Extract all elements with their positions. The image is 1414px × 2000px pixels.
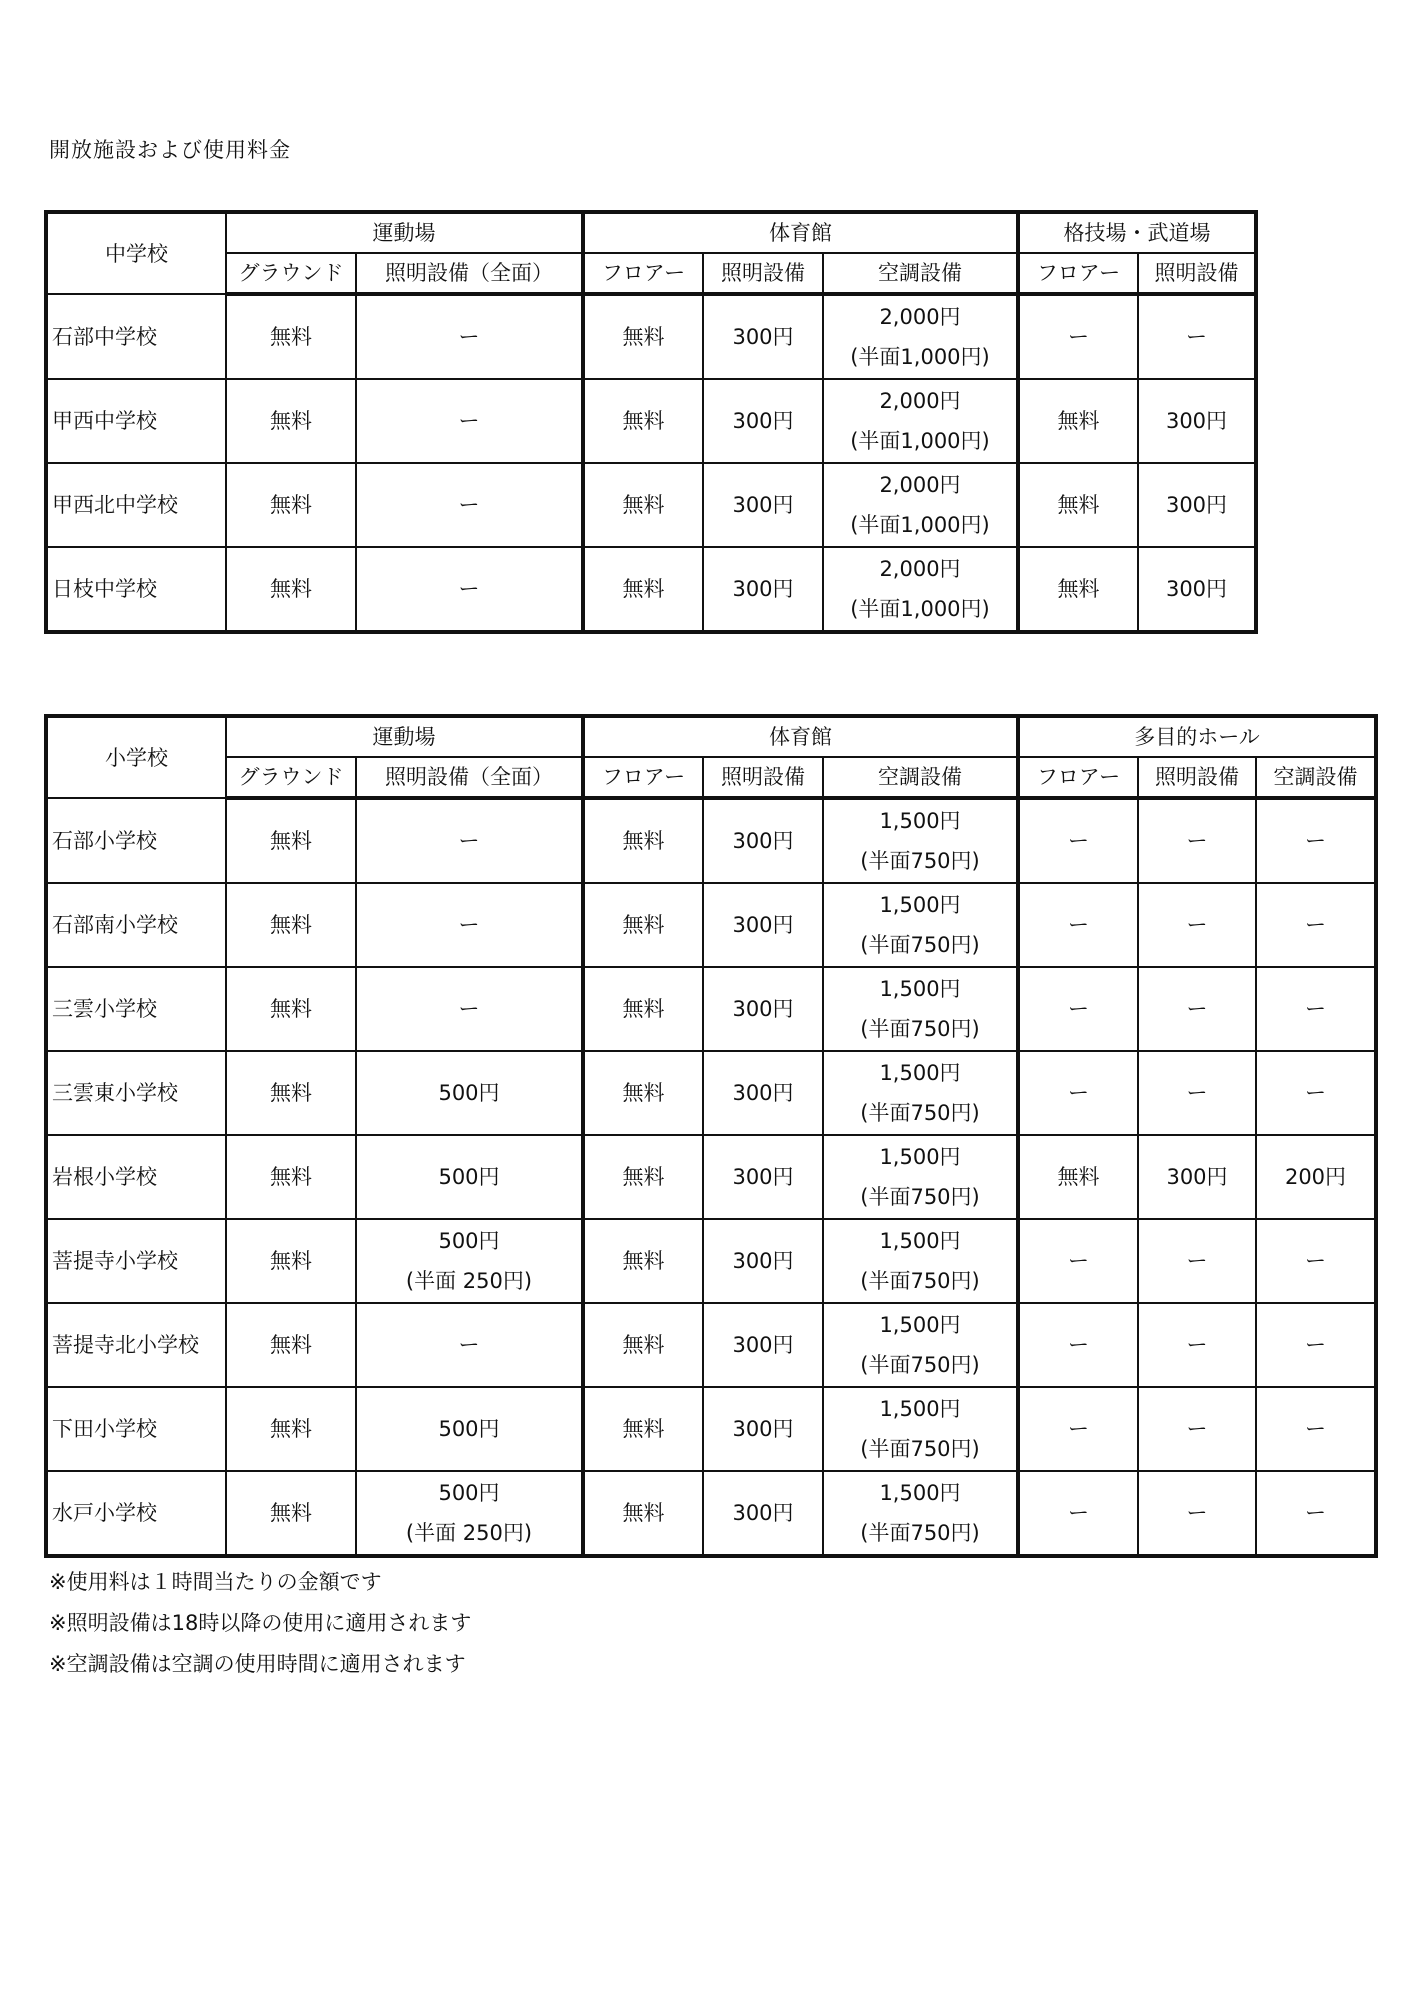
ac-fee-half: (半面1,000円) [850, 513, 990, 537]
gym-floor-fee: 無料 [583, 1387, 703, 1471]
column-header: 照明設備 [703, 253, 823, 294]
column-header: 照明設備 [1138, 253, 1256, 294]
school-name: 石部南小学校 [46, 883, 226, 967]
school-name: 岩根小学校 [46, 1135, 226, 1219]
table-corner-header: 小学校 [46, 716, 226, 798]
group-header: 格技場・武道場 [1018, 212, 1256, 253]
hall-ac-fee: 200円 [1256, 1135, 1376, 1219]
gym-light-fee: 300円 [703, 379, 823, 463]
school-name: 水戸小学校 [46, 1471, 226, 1556]
footnote: ※使用料は１時間当たりの金額です [49, 1570, 382, 1594]
column-header: 空調設備 [1256, 757, 1376, 798]
column-header: 空調設備 [823, 757, 1018, 798]
hall-light-fee: ー [1138, 798, 1256, 883]
hall-floor-fee: ー [1018, 1303, 1138, 1387]
gym-light-fee: 300円 [703, 1219, 823, 1303]
ground-fee: 無料 [226, 1135, 356, 1219]
budo-floor-fee: ー [1018, 294, 1138, 379]
ground-fee: 無料 [226, 547, 356, 632]
column-header: グラウンド [226, 253, 356, 294]
gym-floor-fee: 無料 [583, 1219, 703, 1303]
ground-fee: 無料 [226, 294, 356, 379]
column-header: 照明設備 [703, 757, 823, 798]
light-fee-full: 500円 [438, 1081, 500, 1105]
ac-fee-full: 2,000円 [879, 473, 961, 497]
hall-floor-fee: ー [1018, 883, 1138, 967]
footnote: ※照明設備は18時以降の使用に適用されます [49, 1611, 472, 1635]
school-name: 下田小学校 [46, 1387, 226, 1471]
school-name: 三雲東小学校 [46, 1051, 226, 1135]
table-row [46, 1051, 1376, 1135]
ac-fee-half: (半面1,000円) [850, 345, 990, 369]
table-row [46, 1219, 1376, 1303]
gym-floor-fee: 無料 [583, 1135, 703, 1219]
gym-floor-fee: 無料 [583, 1471, 703, 1556]
ac-fee-full: 1,500円 [879, 977, 961, 1001]
ac-fee-half: (半面750円) [860, 849, 980, 873]
budo-light-fee: 300円 [1138, 463, 1256, 547]
light-fee-full: 500円 [438, 1481, 500, 1505]
ac-fee-half: (半面1,000円) [850, 597, 990, 621]
group-header: 運動場 [226, 716, 583, 757]
table-row [46, 379, 1256, 463]
budo-floor-fee: 無料 [1018, 463, 1138, 547]
gym-ac-fee [823, 883, 1018, 967]
gym-floor-fee: 無料 [583, 463, 703, 547]
ac-fee-full: 1,500円 [879, 1481, 961, 1505]
ground-light-fee: ー [356, 547, 583, 632]
group-header: 多目的ホール [1018, 716, 1376, 757]
column-header: 照明設備（全面） [356, 757, 583, 798]
hall-ac-fee: ー [1256, 883, 1376, 967]
school-name: 菩提寺小学校 [46, 1219, 226, 1303]
gym-ac-fee [823, 547, 1018, 632]
ground-fee: 無料 [226, 1219, 356, 1303]
gym-floor-fee: 無料 [583, 379, 703, 463]
light-fee-full: ー [458, 913, 480, 937]
ground-fee: 無料 [226, 463, 356, 547]
ac-fee-half: (半面750円) [860, 1101, 980, 1125]
light-fee-full: 500円 [438, 1165, 500, 1189]
hall-floor-fee: ー [1018, 967, 1138, 1051]
ground-fee: 無料 [226, 883, 356, 967]
ground-fee: 無料 [226, 1471, 356, 1556]
hall-light-fee: ー [1138, 1303, 1256, 1387]
ac-fee-half: (半面750円) [860, 1521, 980, 1545]
hall-ac-fee: ー [1256, 1051, 1376, 1135]
table-row [46, 294, 1256, 379]
ac-fee-half: (半面750円) [860, 1437, 980, 1461]
hall-ac-fee: ー [1256, 1219, 1376, 1303]
budo-floor-fee: 無料 [1018, 379, 1138, 463]
ground-light-fee [356, 1051, 583, 1135]
gym-floor-fee: 無料 [583, 547, 703, 632]
hall-ac-fee: ー [1256, 967, 1376, 1051]
hall-light-fee: ー [1138, 1219, 1256, 1303]
ground-light-fee: ー [356, 294, 583, 379]
middle-school-fee-table [44, 210, 1258, 634]
table-corner-header: 中学校 [46, 212, 226, 294]
gym-ac-fee [823, 463, 1018, 547]
gym-ac-fee [823, 1051, 1018, 1135]
ground-fee: 無料 [226, 1051, 356, 1135]
ac-fee-full: 2,000円 [879, 557, 961, 581]
school-name: 菩提寺北小学校 [46, 1303, 226, 1387]
ac-fee-full: 1,500円 [879, 893, 961, 917]
ac-fee-full: 1,500円 [879, 1145, 961, 1169]
table-row [46, 1303, 1376, 1387]
gym-light-fee: 300円 [703, 294, 823, 379]
ac-fee-half: (半面750円) [860, 1269, 980, 1293]
ground-light-fee [356, 883, 583, 967]
gym-light-fee: 300円 [703, 547, 823, 632]
gym-light-fee: 300円 [703, 1051, 823, 1135]
table-row [46, 547, 1256, 632]
hall-ac-fee: ー [1256, 1471, 1376, 1556]
light-fee-full: 500円 [438, 1417, 500, 1441]
table-row [46, 798, 1376, 883]
column-header: フロアー [1018, 253, 1138, 294]
group-header: 運動場 [226, 212, 583, 253]
column-header: フロアー [583, 757, 703, 798]
table-row [46, 1387, 1376, 1471]
gym-ac-fee [823, 967, 1018, 1051]
hall-floor-fee: ー [1018, 1471, 1138, 1556]
gym-ac-fee [823, 1387, 1018, 1471]
ground-light-fee [356, 1135, 583, 1219]
gym-light-fee: 300円 [703, 1471, 823, 1556]
column-header: 照明設備（全面） [356, 253, 583, 294]
hall-light-fee: ー [1138, 1387, 1256, 1471]
hall-light-fee: ー [1138, 1051, 1256, 1135]
hall-floor-fee: ー [1018, 1219, 1138, 1303]
light-fee-full: ー [458, 1333, 480, 1357]
gym-ac-fee [823, 379, 1018, 463]
hall-light-fee: ー [1138, 967, 1256, 1051]
gym-floor-fee: 無料 [583, 294, 703, 379]
ac-fee-full: 1,500円 [879, 809, 961, 833]
gym-light-fee: 300円 [703, 1303, 823, 1387]
ground-fee: 無料 [226, 798, 356, 883]
light-fee-half: (半面 250円) [405, 1521, 533, 1545]
ac-fee-half: (半面1,000円) [850, 429, 990, 453]
budo-light-fee: 300円 [1138, 379, 1256, 463]
ac-fee-half: (半面750円) [860, 933, 980, 957]
budo-light-fee: ー [1138, 294, 1256, 379]
school-name: 石部中学校 [46, 294, 226, 379]
group-header: 体育館 [583, 716, 1018, 757]
light-fee-full: 500円 [438, 1229, 500, 1253]
gym-floor-fee: 無料 [583, 967, 703, 1051]
gym-floor-fee: 無料 [583, 1303, 703, 1387]
gym-ac-fee [823, 1135, 1018, 1219]
table-row [46, 1471, 1376, 1556]
footnotes [49, 1562, 471, 1685]
hall-floor-fee: ー [1018, 1387, 1138, 1471]
gym-floor-fee: 無料 [583, 1051, 703, 1135]
table-row [46, 1135, 1376, 1219]
hall-light-fee: ー [1138, 1471, 1256, 1556]
column-header: フロアー [583, 253, 703, 294]
ac-fee-full: 2,000円 [879, 389, 961, 413]
ground-light-fee: ー [356, 379, 583, 463]
ground-light-fee [356, 798, 583, 883]
ground-fee: 無料 [226, 1303, 356, 1387]
ground-light-fee [356, 1387, 583, 1471]
gym-ac-fee [823, 294, 1018, 379]
ground-light-fee [356, 1303, 583, 1387]
ground-light-fee [356, 1471, 583, 1556]
hall-floor-fee: ー [1018, 1051, 1138, 1135]
gym-light-fee: 300円 [703, 967, 823, 1051]
column-header: フロアー [1018, 757, 1138, 798]
gym-light-fee: 300円 [703, 463, 823, 547]
hall-ac-fee: ー [1256, 798, 1376, 883]
group-header: 体育館 [583, 212, 1018, 253]
school-name: 甲西北中学校 [46, 463, 226, 547]
ground-light-fee: ー [356, 463, 583, 547]
ground-fee: 無料 [226, 1387, 356, 1471]
column-header: 照明設備 [1138, 757, 1256, 798]
school-name: 日枝中学校 [46, 547, 226, 632]
hall-light-fee: 300円 [1138, 1135, 1256, 1219]
hall-floor-fee: 無料 [1018, 1135, 1138, 1219]
gym-floor-fee: 無料 [583, 883, 703, 967]
ac-fee-full: 2,000円 [879, 305, 961, 329]
ac-fee-full: 1,500円 [879, 1313, 961, 1337]
ac-fee-full: 1,500円 [879, 1061, 961, 1085]
hall-ac-fee: ー [1256, 1303, 1376, 1387]
gym-light-fee: 300円 [703, 1135, 823, 1219]
ac-fee-half: (半面750円) [860, 1185, 980, 1209]
budo-light-fee: 300円 [1138, 547, 1256, 632]
table-row [46, 883, 1376, 967]
school-name: 甲西中学校 [46, 379, 226, 463]
ac-fee-half: (半面750円) [860, 1017, 980, 1041]
hall-ac-fee: ー [1256, 1387, 1376, 1471]
school-name: 石部小学校 [46, 798, 226, 883]
column-header: グラウンド [226, 757, 356, 798]
gym-light-fee: 300円 [703, 798, 823, 883]
ac-fee-full: 1,500円 [879, 1397, 961, 1421]
gym-ac-fee [823, 798, 1018, 883]
gym-ac-fee [823, 1471, 1018, 1556]
table-row [46, 967, 1376, 1051]
elementary-school-fee-table [44, 714, 1378, 1558]
gym-light-fee: 300円 [703, 1387, 823, 1471]
gym-ac-fee [823, 1303, 1018, 1387]
table-row [46, 463, 1256, 547]
light-fee-full: ー [458, 829, 480, 853]
ground-light-fee [356, 967, 583, 1051]
hall-floor-fee: ー [1018, 798, 1138, 883]
column-header: 空調設備 [823, 253, 1018, 294]
ground-fee: 無料 [226, 379, 356, 463]
gym-floor-fee: 無料 [583, 798, 703, 883]
light-fee-half: (半面 250円) [405, 1269, 533, 1293]
gym-ac-fee [823, 1219, 1018, 1303]
ac-fee-full: 1,500円 [879, 1229, 961, 1253]
school-name: 三雲小学校 [46, 967, 226, 1051]
ground-light-fee [356, 1219, 583, 1303]
gym-light-fee: 300円 [703, 883, 823, 967]
light-fee-full: ー [458, 997, 480, 1021]
page-title: 開放施設および使用料金 [49, 138, 291, 162]
hall-light-fee: ー [1138, 883, 1256, 967]
ac-fee-half: (半面750円) [860, 1353, 980, 1377]
footnote: ※空調設備は空調の使用時間に適用されます [49, 1652, 466, 1676]
ground-fee: 無料 [226, 967, 356, 1051]
budo-floor-fee: 無料 [1018, 547, 1138, 632]
